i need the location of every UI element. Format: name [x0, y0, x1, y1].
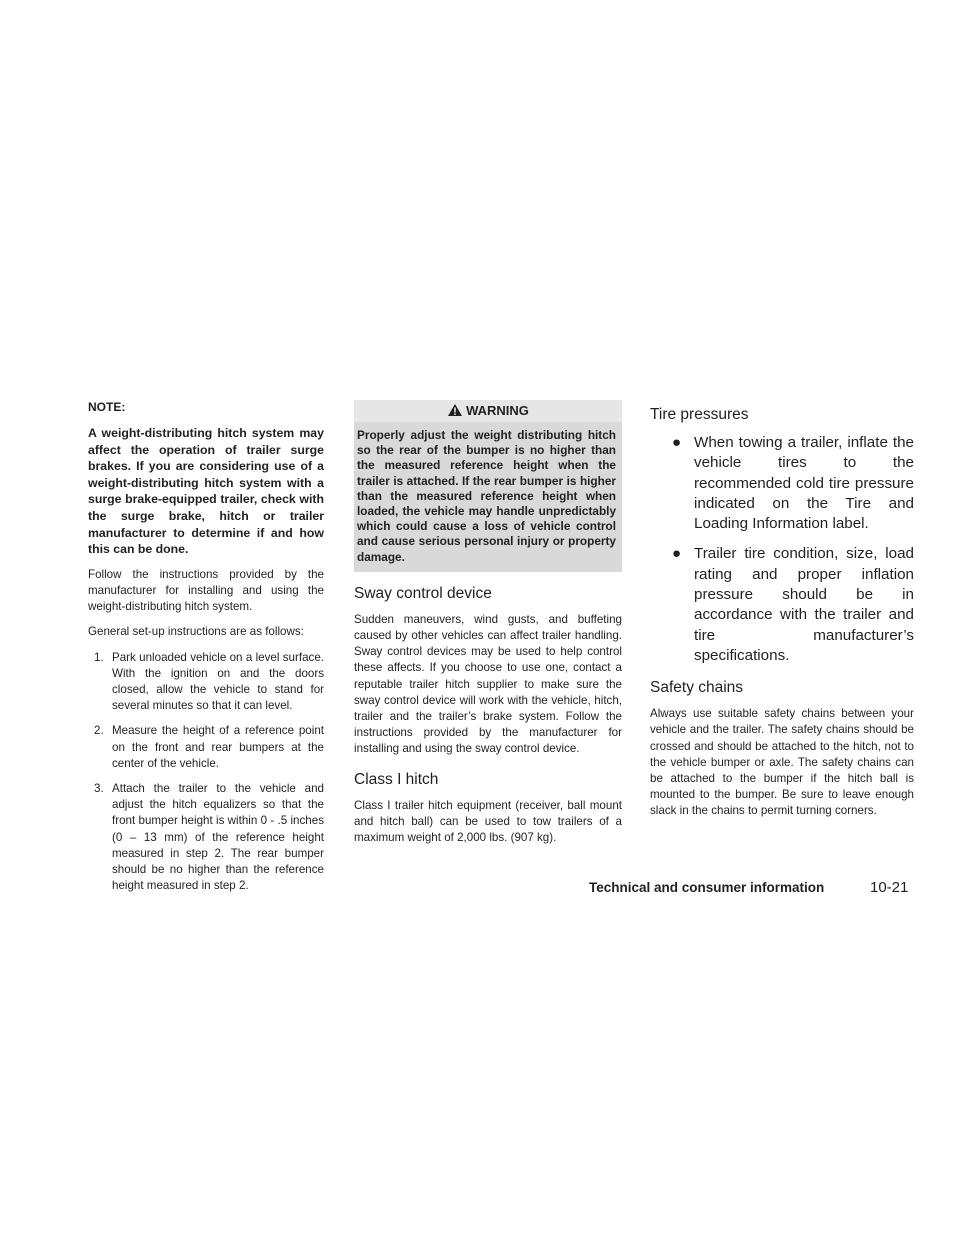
footer-section-title: Technical and consumer information [589, 880, 825, 895]
bullet-text: Trailer tire condition, size, load rating and proper inflation pressure should be in accordance with the trailer and tire manufacturer’s specifications. [694, 545, 914, 664]
bullet-icon: ● [672, 434, 682, 451]
left-column [88, 400, 324, 903]
step-number: 1. [94, 650, 104, 664]
setup-intro: General set-up instructions are as follows: [88, 625, 304, 639]
warning-title: WARNING [466, 403, 529, 418]
class-hitch-text: Class I trailer hitch equipment (receiver, ball mount and hitch ball) can be used to tow trailers of a maximum weight of 2,000 lbs. (907 kg). [354, 798, 622, 845]
intro-paragraph: Follow the instructions provided by the manufacturer for installing and using the weight-distributing hitch system. [88, 567, 324, 614]
middle-column [354, 400, 622, 858]
class-hitch-heading: Class I hitch [354, 770, 439, 788]
step-number: 3. [94, 781, 104, 795]
bullet-text: When towing a trailer, inflate the vehicle tires to the recommended cold tire pressure indicated on the Tire and Loading Information label. [694, 434, 914, 533]
page-footer [589, 877, 919, 899]
warning-header [354, 400, 622, 422]
page-number: 10-21 [870, 879, 909, 896]
tire-pressures-list [650, 433, 914, 666]
step-number: 2. [94, 724, 104, 738]
tire-pressures-heading: Tire pressures [650, 406, 749, 423]
setup-step [88, 781, 324, 894]
sway-control-text: Sudden maneuvers, wind gusts, and buffeting caused by other vehicles can affect trailer handling. Sway control devices may be used to help control these affects. If you choose to use one, contact a reputable trailer hitch supplier to make sure the sway control device will work with the vehicle, hitch, trailer and the trailer’s brake system. Follow the instructions provided by the manufacturer for installing and using the sway control device. [354, 612, 622, 756]
right-column [650, 400, 914, 832]
bullet-icon: ● [672, 545, 682, 563]
step-text: Measure the height of a reference point on the front and rear bumpers at the center of the vehicle. [112, 724, 324, 770]
setup-step [88, 723, 324, 772]
setup-step [88, 650, 324, 715]
list-item [650, 433, 914, 534]
step-text: Park unloaded vehicle on a level surface. With the ignition on and the doors closed, allow the vehicle to stand for several minutes so that it can level. [112, 650, 324, 713]
setup-steps-list [88, 650, 324, 895]
note-label: NOTE: [88, 400, 126, 414]
sway-control-heading: Sway control device [354, 584, 492, 602]
safety-chains-heading: Safety chains [650, 679, 744, 697]
warning-text: Properly adjust the weight distributing hitch so the rear of the bumper is no higher than the measured reference height when the trailer is attached. If the rear bumper is higher than the measured reference height when loaded, the vehicle may handle unpredictably which could cause a loss of vehicle control and cause serious personal injury or property damage. [357, 428, 616, 564]
step-text: Attach the trailer to the vehicle and adjust the hitch equalizers so that the front bumper height is within 0 - .5 inches (0 – 13 mm) of the reference height measured in step 2. The rear bumper should be no higher than the reference height measured in step 2. [112, 781, 324, 893]
warning-box [354, 400, 622, 572]
note-text: A weight-distributing hitch system may affect the operation of trailer surge brakes. If you are considering use of a weight-distributing hitch system with a surge brake-equipped trailer, check with the surge brake, hitch or trailer manufacturer to determine if and how this can be done. [88, 426, 324, 557]
warning-triangle-icon [447, 403, 463, 417]
list-item [650, 544, 914, 666]
safety-chains-text: Always use suitable safety chains between your vehicle and the trailer. The safety chains should be crossed and should be attached to the hitch, not to the vehicle bumper or axle. The safety chains can be attached to the bumper if the hitch ball is mounted to the bumper. Be sure to leave enough slack in the chains to permit turning corners. [650, 707, 914, 818]
